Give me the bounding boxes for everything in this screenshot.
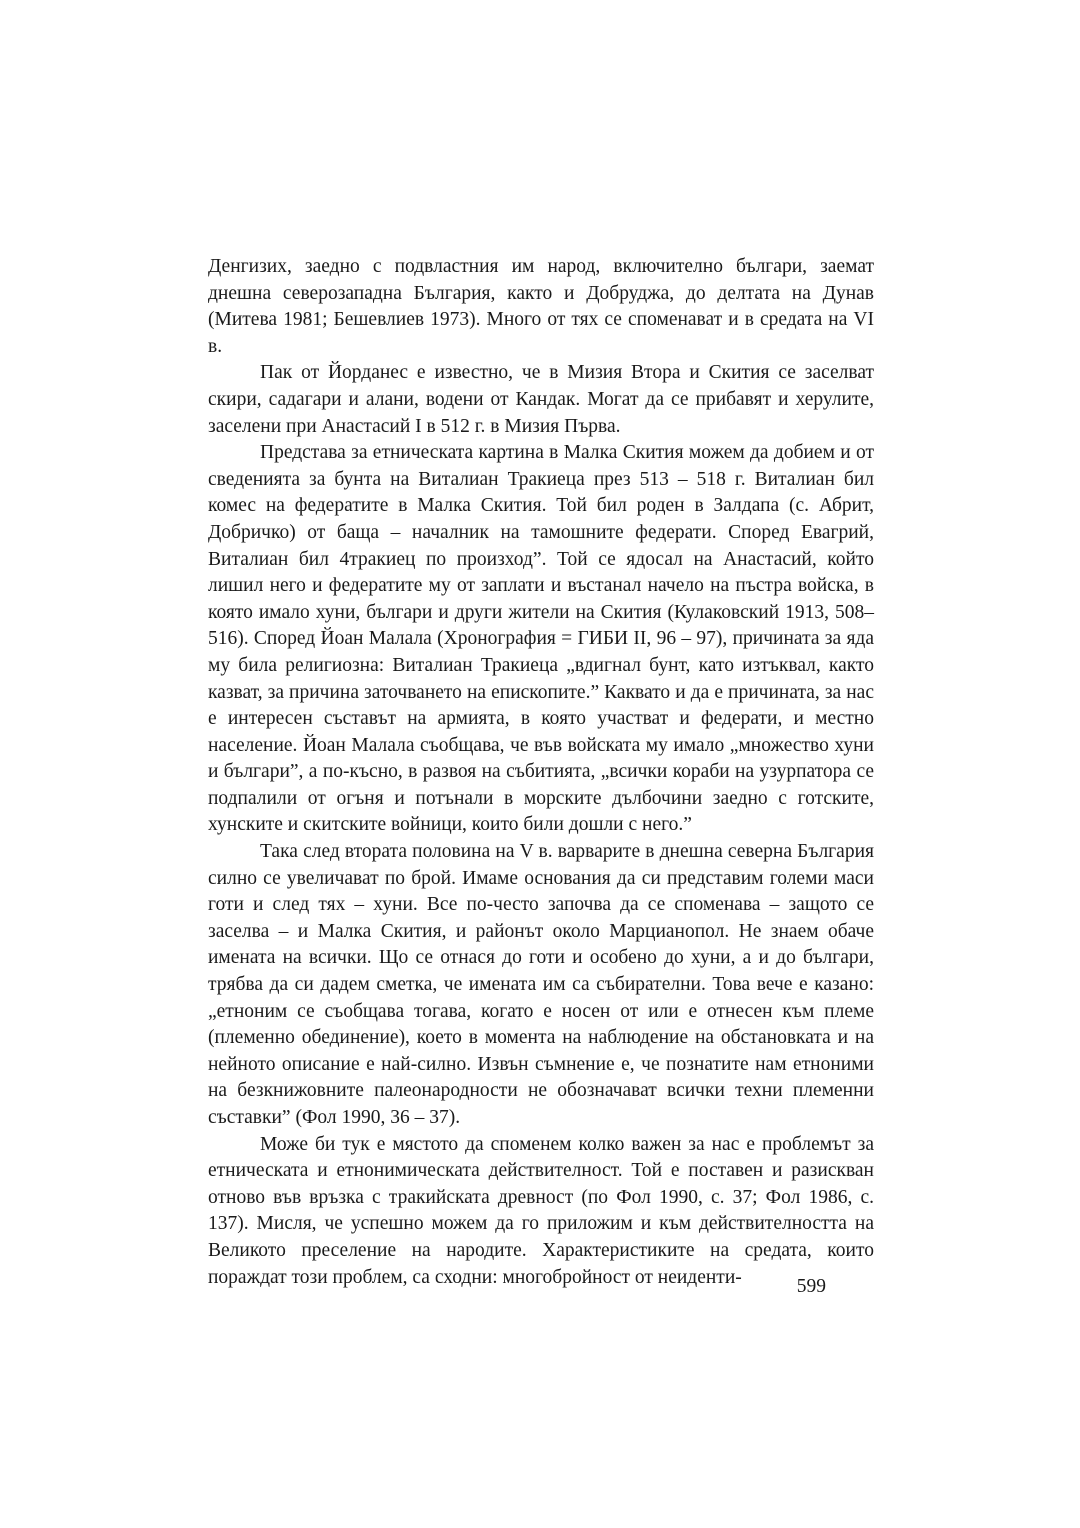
paragraph-4: Така след втората половина на V в. варварите в днешна северна България силно се увеличават по брой. Имаме основания да си представим големи маси готи и след тях – хуни. Все по-често започва да се споменава – защото се заселва – и Малка Скития, и районът около Марцианопол. Не знаем обаче имената на всички. Що се отнася до готи и особено до хуни, а и до българи, трябва да си дадем сметка, че имената им са събирателни. Това вече е казано: „етноним се съобщава тогава, когато е носен от или е отнесен към племе (племенно обединение), което в момента на наблюдение на обстановката и на нейното описание е най-силно. Извън съмнение е, че познатите нам етноними на безкнижовните палеонародности не обозначават всички техни племенни съставки” (Фол 1990, 36 – 37). bbox=[208, 841, 874, 1128]
page-number: 599 bbox=[796, 1276, 826, 1297]
paragraph-3: Представа за етническата картина в Малка Скития можем да добием и от сведенията за бунта на Виталиан Тракиеца през 513 – 518 г. Виталиан бил комес на федератите в Малка Скития. Той бил роден в Залдапа (с. Абрит, Добричко) от баща – началник на тамошните федерати. Според Евагрий, Виталиан бил 4тракиец по произход”. Той се ядосал на Анастасий, който лишил него и федератите му от заплати и въстанал начело на пъстра войска, в която имало хуни, българи и други жители на Скития (Кулаковский 1913, 508–516). Според Йоан Малала (Хронография = ГИБИ II, 96 – 97), причината за яда му била религиозна: Виталиан Тракиеца „вдигнал бунт, като изтъквал, както казват, за причина заточването на епископите.” Каквато и да е причината, за нас е интересен съставът на армията, в която участват и федерати, и местно население. Йоан Малала съобщава, че във войската му имало „множество хуни и българи”, а по-късно, в развоя на събитията, „всички кораби на узурпатора се подпалили от огъня и потънали в морските дълбочини заедно с готските, хунските и скитските войници, които били дошли с него.” bbox=[208, 442, 874, 836]
paragraph-1: Денгизих, заедно с подвластния им народ, включително българи, заемат днешна северозападна България, както и Добруджа, до делтата на Дунав (Митева 1981; Бешевлиев 1973). Много от тях се споменават и в средата на VI в. bbox=[208, 256, 874, 357]
paragraph-5: Може би тук е мястото да споменем колко важен за нас е проблемът за етническата и етнонимическата действителност. Той е поставен и разискван отново във връзка с тракийската древност (по Фол 1990, с. 37; Фол 1986, с. 137). Мисля, че успешно можем да го приложим и към действителността на Великото преселение на народите. Характеристиките на средата, които пораждат този проблем, са сходни: многобройност от неиденти- bbox=[208, 1133, 874, 1288]
paragraph-2: Пак от Йорданес е известно, че в Мизия Втора и Скития се заселват скири, садагари и алани, водени от Кандак. Могат да се прибавят и херулите, заселени при Анастасий I в 512 г. в Мизия Първа. bbox=[208, 362, 874, 437]
body-text bbox=[208, 254, 874, 1291]
